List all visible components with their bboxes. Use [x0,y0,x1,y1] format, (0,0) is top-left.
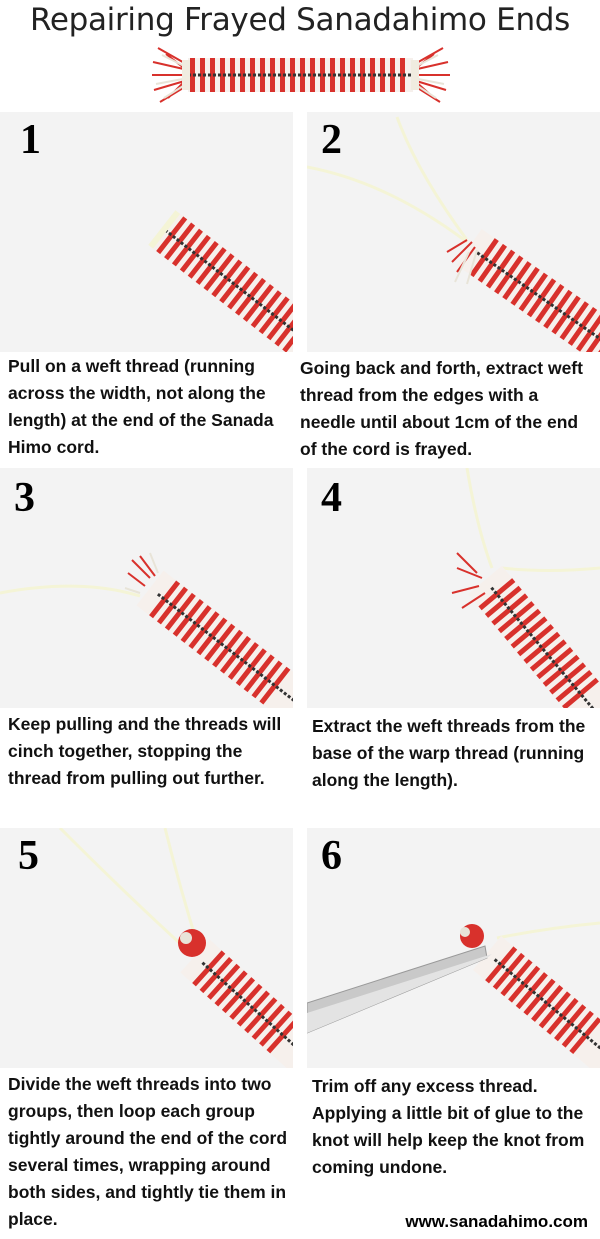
step-5-caption: Divide the weft threads into two groups, then loop each group tightly around the end of the cord several times, wrapping around both sides, and tightly tie them in place. [8,1074,288,1229]
page-title: Repairing Frayed Sanadahimo Ends [29,2,571,38]
step-4-number: 4 [321,475,342,521]
step-2-photo [307,112,600,352]
step-1-caption: Pull on a weft thread (running across the width, not along the length) at the end of the Sanada Himo cord. [8,356,274,457]
cord-logo-image [148,40,453,110]
step-3-photo [0,468,293,708]
step-6-photo [307,828,600,1068]
step-1-photo [0,112,293,352]
step-6-number: 6 [321,833,342,879]
step-4-caption: Extract the weft threads from the base of the warp thread (running along the length). [312,716,586,790]
step-1-number: 1 [20,117,41,163]
step-3-caption: Keep pulling and the threads will cinch together, stopping the thread from pulling out further. [8,714,282,788]
step-4-photo [307,468,600,708]
step-2-number: 2 [321,117,342,163]
step-6-caption: Trim off any excess thread. Applying a little bit of glue to the knot will help keep the knot from coming undone. [312,1076,585,1177]
footer-website-url[interactable]: www.sanadahimo.com [405,1212,588,1231]
step-5-photo [0,828,293,1068]
step-5-number: 5 [18,833,39,879]
step-3-number: 3 [14,475,35,521]
step-2-caption: Going back and forth, extract weft thread from the edges with a needle until about 1cm of the end of the cord is frayed. [300,358,583,459]
